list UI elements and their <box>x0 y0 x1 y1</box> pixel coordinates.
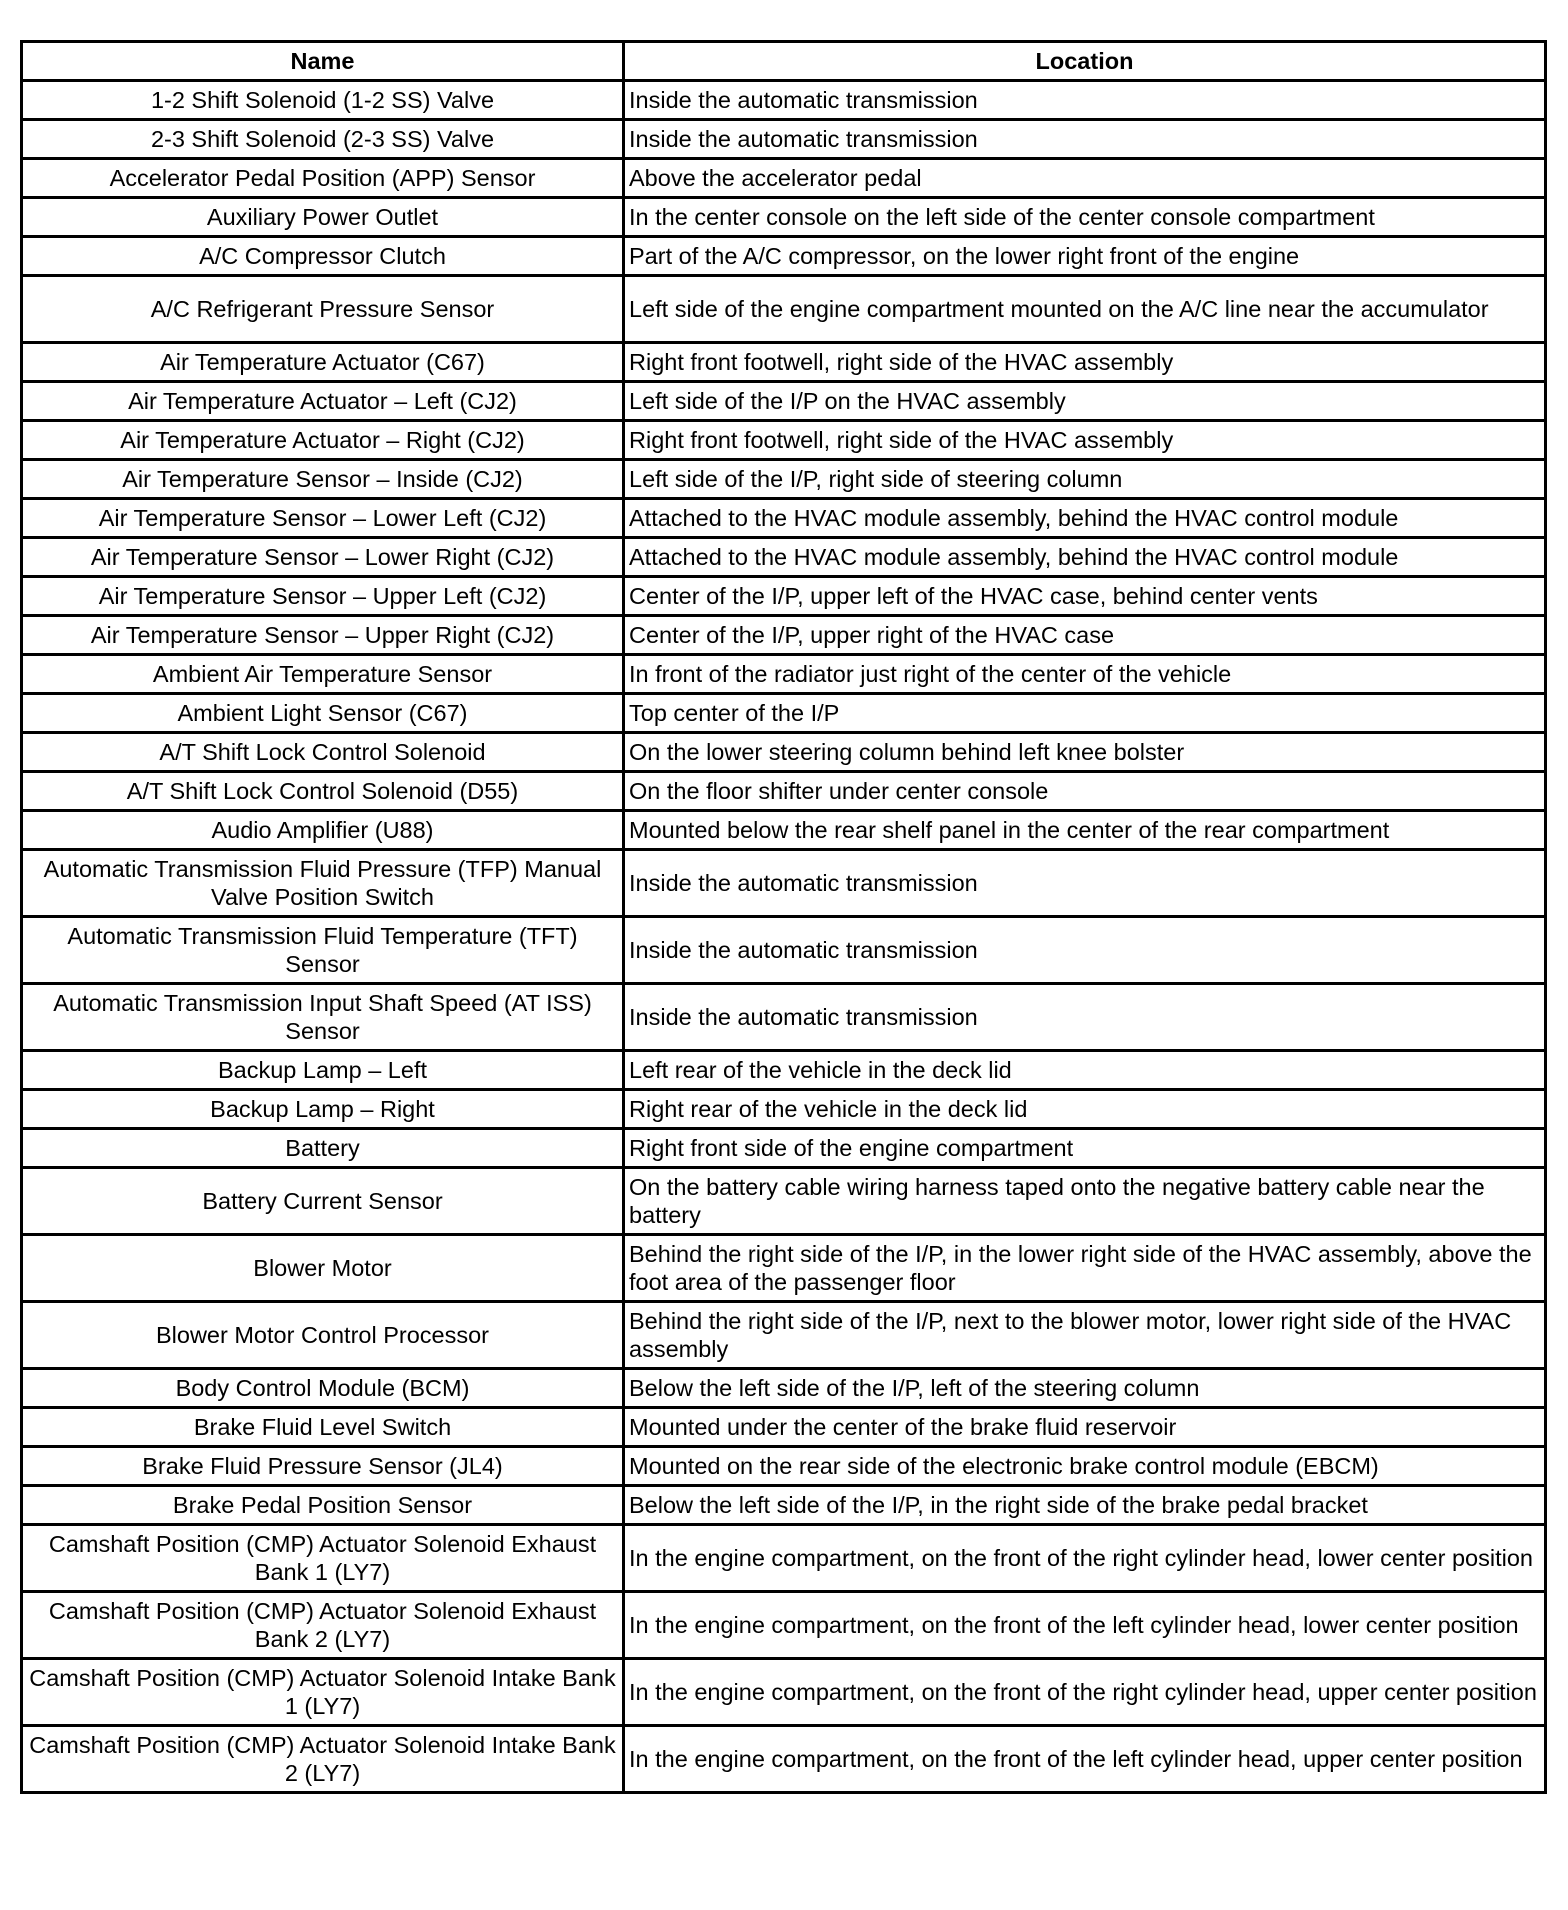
table-body <box>22 81 1546 1793</box>
component-name-cell: Battery Current Sensor <box>22 1168 624 1235</box>
table-row <box>22 120 1546 159</box>
component-name-cell: Blower Motor <box>22 1235 624 1302</box>
component-name-cell: Brake Fluid Level Switch <box>22 1408 624 1447</box>
component-name-cell: Air Temperature Sensor – Lower Right (CJ2) <box>22 538 624 577</box>
table-row <box>22 984 1546 1051</box>
component-location-cell: Left side of the engine compartment mounted on the A/C line near the accumulator <box>624 276 1546 343</box>
table-row <box>22 460 1546 499</box>
table-row <box>22 1302 1546 1369</box>
component-location-cell: Attached to the HVAC module assembly, behind the HVAC control module <box>624 499 1546 538</box>
component-location-cell: Part of the A/C compressor, on the lower right front of the engine <box>624 237 1546 276</box>
component-name-cell: Blower Motor Control Processor <box>22 1302 624 1369</box>
table-row <box>22 1090 1546 1129</box>
component-location-cell: Center of the I/P, upper right of the HVAC case <box>624 616 1546 655</box>
component-name-cell: Audio Amplifier (U88) <box>22 811 624 850</box>
table-row <box>22 538 1546 577</box>
table-row <box>22 1447 1546 1486</box>
component-location-cell: Inside the automatic transmission <box>624 850 1546 917</box>
component-name-cell: Body Control Module (BCM) <box>22 1369 624 1408</box>
component-name-cell: Camshaft Position (CMP) Actuator Solenoid Exhaust Bank 1 (LY7) <box>22 1525 624 1592</box>
component-location-cell: Top center of the I/P <box>624 694 1546 733</box>
table-row <box>22 694 1546 733</box>
component-location-cell: Right front side of the engine compartment <box>624 1129 1546 1168</box>
component-location-cell: Right front footwell, right side of the HVAC assembly <box>624 343 1546 382</box>
component-location-cell: In the engine compartment, on the front of the left cylinder head, upper center position <box>624 1726 1546 1793</box>
component-location-cell: In the engine compartment, on the front of the left cylinder head, lower center position <box>624 1592 1546 1659</box>
table-row <box>22 159 1546 198</box>
component-name-cell: Battery <box>22 1129 624 1168</box>
table-row <box>22 276 1546 343</box>
table-row <box>22 1659 1546 1726</box>
component-name-cell: Automatic Transmission Fluid Pressure (TFP) Manual Valve Position Switch <box>22 850 624 917</box>
table-row <box>22 499 1546 538</box>
component-name-cell: Air Temperature Actuator (C67) <box>22 343 624 382</box>
component-location-cell: In the center console on the left side of the center console compartment <box>624 198 1546 237</box>
table-header <box>22 42 1546 81</box>
component-location-cell: Attached to the HVAC module assembly, behind the HVAC control module <box>624 538 1546 577</box>
table-row <box>22 1408 1546 1447</box>
component-name-cell: Air Temperature Actuator – Right (CJ2) <box>22 421 624 460</box>
table-row <box>22 198 1546 237</box>
component-name-cell: Auxiliary Power Outlet <box>22 198 624 237</box>
component-location-cell: In the engine compartment, on the front of the right cylinder head, upper center position <box>624 1659 1546 1726</box>
component-location-cell: Mounted under the center of the brake fluid reservoir <box>624 1408 1546 1447</box>
component-location-cell: In the engine compartment, on the front of the right cylinder head, lower center position <box>624 1525 1546 1592</box>
table-row <box>22 1168 1546 1235</box>
header-row <box>22 42 1546 81</box>
table-row <box>22 1592 1546 1659</box>
table-row <box>22 1525 1546 1592</box>
table-row <box>22 421 1546 460</box>
component-name-cell: Air Temperature Sensor – Upper Right (CJ2) <box>22 616 624 655</box>
component-location-cell: Right rear of the vehicle in the deck lid <box>624 1090 1546 1129</box>
component-name-cell: A/C Refrigerant Pressure Sensor <box>22 276 624 343</box>
component-name-cell: Backup Lamp – Left <box>22 1051 624 1090</box>
component-name-cell: Accelerator Pedal Position (APP) Sensor <box>22 159 624 198</box>
component-name-cell: Automatic Transmission Input Shaft Speed (AT ISS) Sensor <box>22 984 624 1051</box>
component-location-cell: Above the accelerator pedal <box>624 159 1546 198</box>
table-row <box>22 1726 1546 1793</box>
component-name-cell: Brake Fluid Pressure Sensor (JL4) <box>22 1447 624 1486</box>
component-name-cell: Air Temperature Actuator – Left (CJ2) <box>22 382 624 421</box>
table-row <box>22 343 1546 382</box>
table-row <box>22 616 1546 655</box>
component-location-cell: Left rear of the vehicle in the deck lid <box>624 1051 1546 1090</box>
component-location-cell: Right front footwell, right side of the HVAC assembly <box>624 421 1546 460</box>
component-name-cell: Brake Pedal Position Sensor <box>22 1486 624 1525</box>
table-row <box>22 1051 1546 1090</box>
component-name-cell: Air Temperature Sensor – Upper Left (CJ2) <box>22 577 624 616</box>
column-header-location: Location <box>624 42 1546 81</box>
component-location-cell: Inside the automatic transmission <box>624 81 1546 120</box>
table-row <box>22 1235 1546 1302</box>
component-name-cell: A/C Compressor Clutch <box>22 237 624 276</box>
component-name-cell: Backup Lamp – Right <box>22 1090 624 1129</box>
component-location-cell: Inside the automatic transmission <box>624 120 1546 159</box>
table-row <box>22 81 1546 120</box>
component-location-table <box>20 40 1547 1794</box>
component-name-cell: Air Temperature Sensor – Inside (CJ2) <box>22 460 624 499</box>
table-row <box>22 1369 1546 1408</box>
table-row <box>22 772 1546 811</box>
component-location-cell: Inside the automatic transmission <box>624 917 1546 984</box>
table-row <box>22 382 1546 421</box>
component-name-cell: 1-2 Shift Solenoid (1-2 SS) Valve <box>22 81 624 120</box>
component-location-cell: Mounted below the rear shelf panel in the center of the rear compartment <box>624 811 1546 850</box>
component-location-cell: Center of the I/P, upper left of the HVAC case, behind center vents <box>624 577 1546 616</box>
component-location-cell: Left side of the I/P on the HVAC assembly <box>624 382 1546 421</box>
component-location-cell: In front of the radiator just right of the center of the vehicle <box>624 655 1546 694</box>
table-row <box>22 655 1546 694</box>
table-row <box>22 733 1546 772</box>
component-name-cell: Automatic Transmission Fluid Temperature (TFT) Sensor <box>22 917 624 984</box>
component-name-cell: Ambient Light Sensor (C67) <box>22 694 624 733</box>
table-row <box>22 1129 1546 1168</box>
component-location-cell: Left side of the I/P, right side of steering column <box>624 460 1546 499</box>
component-location-cell: Inside the automatic transmission <box>624 984 1546 1051</box>
table-row <box>22 850 1546 917</box>
component-location-cell: On the floor shifter under center console <box>624 772 1546 811</box>
component-location-cell: Behind the right side of the I/P, in the lower right side of the HVAC assembly, above the foot area of the passenger floor <box>624 1235 1546 1302</box>
component-location-cell: Below the left side of the I/P, in the right side of the brake pedal bracket <box>624 1486 1546 1525</box>
component-name-cell: Ambient Air Temperature Sensor <box>22 655 624 694</box>
component-location-cell: Behind the right side of the I/P, next to the blower motor, lower right side of the HVAC assembly <box>624 1302 1546 1369</box>
component-location-cell: Below the left side of the I/P, left of the steering column <box>624 1369 1546 1408</box>
component-location-cell: Mounted on the rear side of the electronic brake control module (EBCM) <box>624 1447 1546 1486</box>
component-name-cell: 2-3 Shift Solenoid (2-3 SS) Valve <box>22 120 624 159</box>
table-row <box>22 577 1546 616</box>
column-header-name: Name <box>22 42 624 81</box>
component-name-cell: Camshaft Position (CMP) Actuator Solenoid Intake Bank 2 (LY7) <box>22 1726 624 1793</box>
table-row <box>22 917 1546 984</box>
component-name-cell: A/T Shift Lock Control Solenoid <box>22 733 624 772</box>
component-location-cell: On the lower steering column behind left knee bolster <box>624 733 1546 772</box>
component-name-cell: A/T Shift Lock Control Solenoid (D55) <box>22 772 624 811</box>
component-name-cell: Camshaft Position (CMP) Actuator Solenoid Intake Bank 1 (LY7) <box>22 1659 624 1726</box>
table-row <box>22 237 1546 276</box>
component-location-cell: On the battery cable wiring harness taped onto the negative battery cable near the battery <box>624 1168 1546 1235</box>
component-name-cell: Camshaft Position (CMP) Actuator Solenoid Exhaust Bank 2 (LY7) <box>22 1592 624 1659</box>
table-row <box>22 811 1546 850</box>
component-name-cell: Air Temperature Sensor – Lower Left (CJ2) <box>22 499 624 538</box>
table-row <box>22 1486 1546 1525</box>
